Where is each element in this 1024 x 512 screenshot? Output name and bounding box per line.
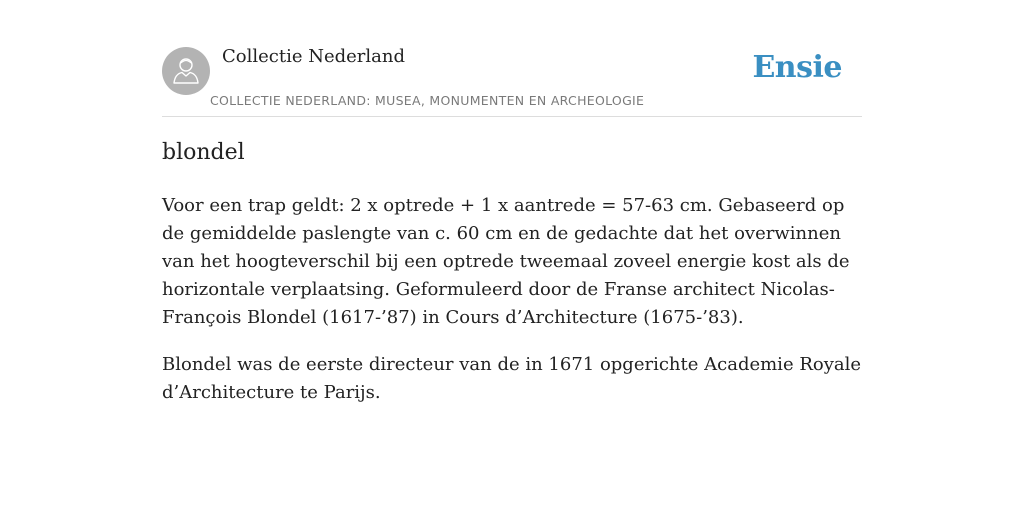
entry-paragraph: Blondel was de eerste directeur van de in 1671 opgerichte Academie Royale d’Architecture te Parijs. bbox=[162, 354, 862, 403]
user-icon bbox=[162, 47, 210, 95]
author-name[interactable]: Collectie Nederland bbox=[222, 46, 406, 67]
entry-term: blondel bbox=[162, 140, 245, 165]
author-avatar[interactable] bbox=[162, 47, 210, 95]
author-subtitle: COLLECTIE NEDERLAND: MUSEA, MONUMENTEN EN ARCHEOLOGIE bbox=[210, 93, 645, 108]
ensie-logo[interactable]: Ensie bbox=[752, 50, 842, 85]
entry-paragraph: Voor een trap geldt: 2 x optrede + 1 x aantrede = 57-63 cm. Gebaseerd op de gemiddelde paslengte van c. 60 cm en de gedachte dat het overwinnen van het hoogteverschil bij een optrede tweemaal zoveel energie kost als de horizontale verplaatsing. Geformuleerd door de Franse architect Nicolas-François Blondel (1617-’87) in Cours d’Architecture (1675-’83). bbox=[162, 195, 850, 328]
entry-content bbox=[162, 192, 862, 426]
page-header bbox=[162, 0, 862, 117]
